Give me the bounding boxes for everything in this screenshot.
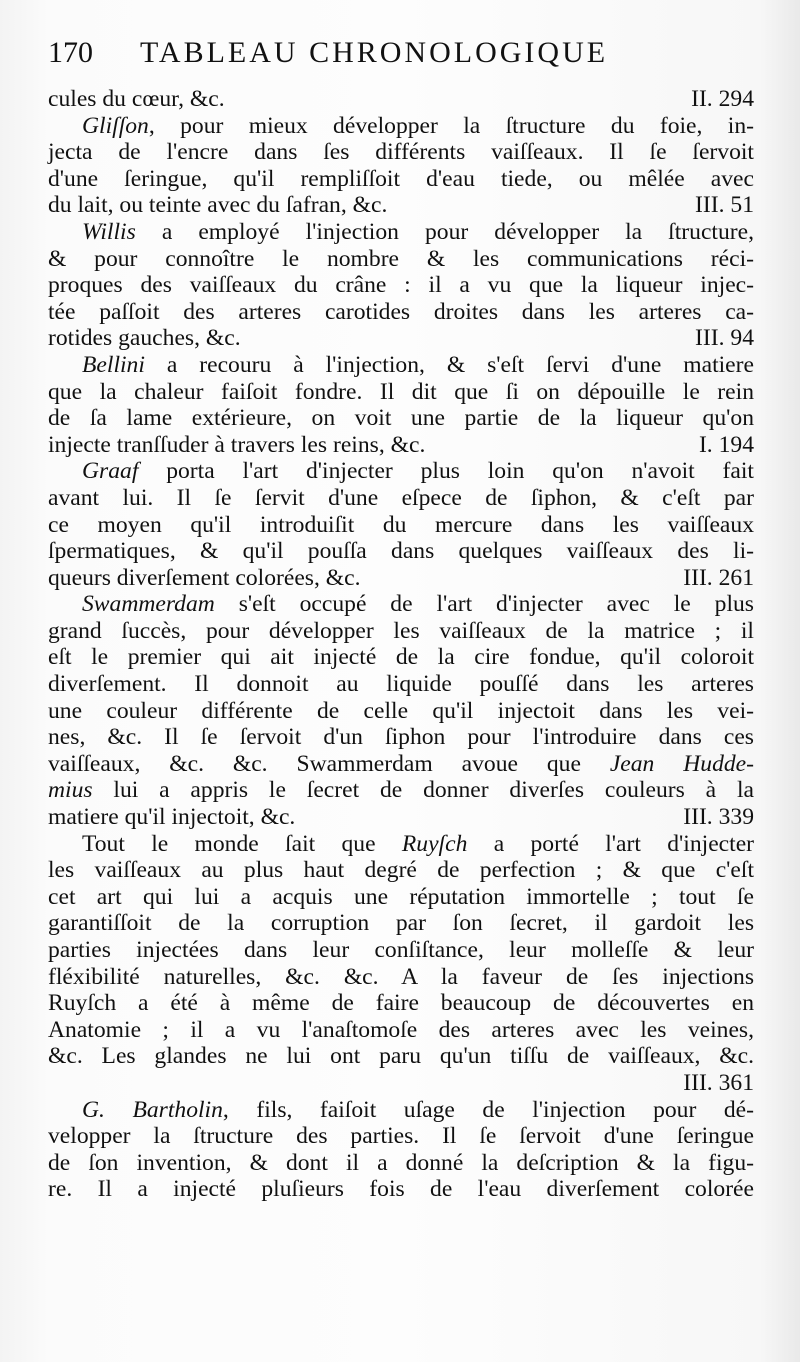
text-line: mius lui a appris le ſecret de donner diverſes couleurs à la — [48, 777, 754, 804]
text-line: Bellini a recouru à l'injection, & s'eſt ſervi d'une matiere — [82, 351, 754, 378]
author-name: Willis — [82, 218, 136, 245]
author-name: Graaf — [82, 458, 139, 485]
text-line: du lait, ou teinte avec du ſafran, &c. III. 51 — [48, 192, 754, 219]
entry-willis — [48, 219, 754, 352]
text-line: Anatomie ; il a vu l'anaſtomoſe des arteres avec les veines, — [48, 1016, 754, 1043]
entry-bellini — [48, 352, 754, 458]
text-line: Gliſſon, pour mieux développer la ſtructure du foie, in- — [82, 112, 754, 139]
entry-continuation — [48, 86, 754, 113]
entry-bartholin — [48, 1097, 754, 1203]
volume-reference: III. 361 — [683, 1069, 754, 1096]
text-line: velopper la ſtructure des parties. Il ſe ſervoit d'une ſeringue — [48, 1123, 754, 1150]
text-line: vaiſſeaux, &c. &c. Swammerdam avoue que Jean Hudde- — [48, 750, 754, 777]
text-line — [48, 1070, 754, 1097]
text-line: ſpermatiques, & qu'il pouſſa dans quelques vaiſſeaux des li- — [48, 538, 754, 565]
volume-reference: II. 294 — [691, 86, 754, 112]
text-line: que la chaleur faiſoit fondre. Il dit que ſi on dépouille le rein — [48, 378, 754, 405]
text-line: eſt le premier qui ait injecté de la cire fondue, qu'il coloroit — [48, 644, 754, 671]
entry-graaf — [48, 458, 754, 591]
page-number: 170 — [48, 36, 93, 69]
author-name: Gliſſon — [82, 112, 149, 139]
text-line: rotides gauches, &c. III. 94 — [48, 325, 754, 352]
entry-swammerdam — [48, 591, 754, 830]
text-line: avant lui. Il ſe ſervit d'une eſpece de ſiphon, & c'eſt par — [48, 484, 754, 511]
volume-reference: III. 94 — [695, 325, 754, 352]
text-line: nes, &c. Il ſe ſervoit d'un ſiphon pour l'introduire dans ces — [48, 724, 754, 751]
volume-reference: III. 339 — [683, 804, 754, 831]
text-line: les vaiſſeaux au plus haut degré de perfection ; & que c'eſt — [48, 857, 754, 884]
author-name: Ruyſch — [401, 830, 468, 857]
text-line: G. Bartholin, fils, faiſoit uſage de l'injection pour dé- — [82, 1096, 754, 1123]
text-line: Swammerdam s'eſt occupé de l'art d'injecter avec le plus — [82, 591, 754, 618]
text-line: Tout le monde ſait que Ruyſch a porté l'art d'injecter — [82, 830, 755, 857]
text-line: jecta de l'encre dans ſes différents vaiſſeaux. Il ſe ſervoit — [48, 139, 754, 166]
entry-ruysch — [48, 831, 754, 1097]
text-line: Willis a employé l'injection pour développer la ſtructure, — [82, 218, 754, 245]
volume-reference: III. 261 — [683, 564, 754, 591]
author-name: Swammerdam — [82, 591, 215, 618]
text-line: de ſon invention, & dont il a donné la deſcription & la figu- — [48, 1149, 754, 1176]
text-line: cules du cœur, &c. II. 294 — [48, 86, 754, 112]
text-line: grand ſuccès, pour développer les vaiſſeaux de la matrice ; il — [48, 617, 754, 644]
cited-name: mius — [48, 777, 93, 804]
running-title: TABLEAU CHRONOLOGIQUE — [140, 36, 609, 69]
text-line: proques des vaiſſeaux du crâne : il a vu que la liqueur injec- — [48, 272, 754, 299]
author-name: G. Bartholin — [82, 1096, 223, 1123]
text-line: Ruyſch a été à même de faire beaucoup de découvertes en — [48, 990, 754, 1017]
text-line: d'une ſeringue, qu'il rempliſſoit d'eau tiede, ou mêlée avec — [48, 165, 754, 192]
text-line: garantiſſoit de la corruption par ſon ſecret, il gardoit les — [48, 910, 754, 937]
text-line: une couleur différente de celle qu'il injectoit dans les vei- — [48, 697, 754, 724]
text-line: & pour connoître le nombre & les communications réci- — [48, 245, 754, 272]
text-line: injecte tranſſuder à travers les reins, &c. I. 194 — [48, 431, 754, 458]
text-line: parties injectées dans leur conſiſtance, leur molleſſe & leur — [48, 937, 754, 963]
text-line: de ſa lame extérieure, on voit une partie de la liqueur qu'on — [48, 405, 754, 432]
text-line: re. Il a injecté pluſieurs fois de l'eau diverſement colorée — [48, 1176, 754, 1203]
volume-reference: I. 194 — [698, 431, 754, 458]
text-line: ce moyen qu'il introduiſit du mercure dans les vaiſſeaux — [48, 511, 754, 538]
cited-name: Jean Hudde- — [609, 750, 754, 777]
volume-reference: III. 51 — [695, 192, 754, 219]
text-line: fléxibilité naturelles, &c. &c. A la faveur de ſes injections — [48, 963, 754, 990]
text-line: Graaf porta l'art d'injecter plus loin qu'on n'avoit fait — [82, 458, 754, 485]
text-line: &c. Les glandes ne lui ont paru qu'un tiſſu de vaiſſeaux, &c. — [48, 1043, 754, 1070]
text-line: matiere qu'il injectoit, &c. III. 339 — [48, 804, 754, 831]
text-line: queurs diverſement colorées, &c. III. 261 — [48, 564, 754, 591]
text-line: cet art qui lui a acquis une réputation immortelle ; tout ſe — [48, 883, 754, 910]
author-name: Bellini — [82, 351, 145, 378]
page-body — [48, 86, 754, 1203]
running-head — [48, 36, 754, 80]
entry-glisson — [48, 113, 754, 219]
text-line: diverſement. Il donnoit au liquide pouſſé dans les arteres — [48, 671, 754, 698]
text-line: tée paſſoit des arteres carotides droites dans les arteres ca- — [48, 298, 754, 325]
